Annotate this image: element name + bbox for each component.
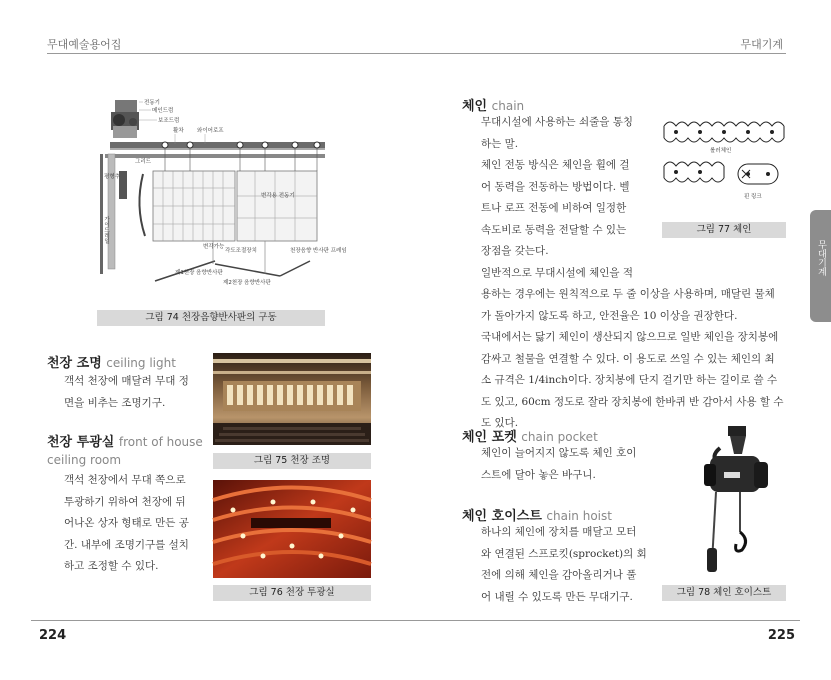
front-of-house-photo (213, 480, 371, 578)
term-english: ceiling light (106, 356, 176, 370)
svg-text:각도조절장치: 각도조절장치 (225, 248, 257, 254)
svg-text:메인드럼: 메인드럼 (152, 108, 174, 114)
definition-chain-pocket: 체인이 늘어지지 않도록 체인 호이 스트에 달아 놓은 바구니. (481, 447, 637, 481)
svg-text:가이드레일: 가이드레일 (103, 216, 109, 244)
figure-76-photo (213, 480, 371, 578)
svg-text:제1천장 음향반사판: 제1천장 음향반사판 (175, 270, 223, 276)
side-tab-label: 무대기계 (816, 240, 826, 276)
definition-chain-narrow: 무대시설에 사용하는 쇠줄을 통칭 하는 말. 체인 전동 방식은 체인을 휠에 걸 어 동력을 전동하는 방법이다. 벨 트나 로프 전동에 비하여 일정한 속도비로 동력을 전달할 수 있는 장점을 갖는다. 일반적으로 무대시설에 체인을 적 (481, 116, 634, 279)
figure-75-caption: 그림 75 천장 조명 (213, 453, 371, 469)
definition-chain-full: 용하는 경우에는 원칙적으로 두 줄 이상을 사용하며, 매달린 물체 가 돌아가지 않도록 하고, 안전율은 10 이상을 권장한다. 국내에서는 닳기 체인이 생산되지 않으므로 일반 체인을 장치봉에 감싸고 철물을 연결할 수 있다. 이 용도로 쓰일 수 있는 체인의 최 소 규격은 1/4inch이다. 장치봉에 단지 걸기만 하는 길이로 쓸 수 도 있고, 60cm 정도로 잘라 장치봉에 한바퀴 반 감아서 사용 할 수 도 있다. (481, 288, 784, 429)
svg-text:보조드럼: 보조드럼 (158, 118, 180, 124)
term-korean: 천장 투광실 (47, 435, 115, 450)
page-number-right: 225 (767, 628, 795, 643)
term-ceiling-light (47, 352, 176, 371)
term-english: front of house (118, 435, 203, 449)
definition-front-of-house: 객석 천장에서 무대 쪽으로 투광하기 위하여 천장에 뒤 어나온 상자 형태로 만든 공 간. 내부에 조명기구를 설치 하고 조정할 수 있다. (64, 474, 189, 572)
term-english: chain pocket (521, 430, 598, 444)
chain-drawing (660, 112, 786, 212)
svg-text:와이어로프: 와이어로프 (197, 128, 224, 134)
term-korean: 체인 포켓 (462, 430, 517, 445)
figure-77-caption: 그림 77 체인 (662, 222, 786, 238)
term-english: chain hoist (546, 509, 612, 523)
svg-text:변각가능: 변각가능 (203, 244, 225, 250)
svg-text:제2천장 음향반사판: 제2천장 음향반사판 (223, 280, 271, 286)
term-english-cont: ceiling room (47, 453, 122, 467)
term-korean: 천장 조명 (47, 356, 102, 371)
term-english: chain (491, 99, 525, 113)
figure-75-photo (213, 353, 371, 445)
header-rule (47, 53, 786, 54)
page-number-left: 224 (39, 628, 67, 643)
chain-hoist-photo (690, 422, 780, 577)
svg-text:변각용 전동기: 변각용 전동기 (261, 193, 295, 199)
svg-text:평형추: 평형추 (104, 174, 120, 180)
figure-76-caption: 그림 76 천장 투광실 (213, 585, 371, 601)
ceiling-light-photo (213, 353, 371, 445)
figure-74-caption: 그림 74 천장음향반사판의 구동 (97, 310, 325, 326)
svg-text:그리드: 그리드 (135, 159, 151, 165)
running-header-right: 무대기계 (740, 38, 783, 51)
diagram-label: 전동기 (144, 100, 160, 106)
figure-78-photo (690, 422, 780, 577)
running-header-left: 무대예술용어집 (47, 38, 122, 51)
svg-text:활차: 활차 (173, 128, 184, 134)
term-korean: 체인 호이스트 (462, 509, 542, 524)
svg-text:천장음향 반사판 프레임: 천장음향 반사판 프레임 (290, 248, 347, 254)
figure-78-caption: 그림 78 체인 호이스트 (662, 585, 786, 601)
figure-77-drawing (660, 112, 786, 212)
definition-ceiling-light: 객석 천장에 매달려 무대 정 면을 비추는 조명기구. (64, 375, 189, 409)
chain-label: 핀 링크 (744, 194, 762, 200)
figure-74-diagram (95, 96, 347, 301)
term-korean: 체인 (462, 99, 488, 114)
chain-label: 롤러체인 (710, 148, 732, 154)
term-front-of-house (47, 431, 203, 450)
section-side-tab (810, 210, 831, 322)
footer-rule (31, 620, 800, 621)
definition-chain-hoist: 하나의 체인에 장치를 매달고 모터 와 연결된 스프로킷(sprocket)의 회 전에 의해 체인을 감아올리거나 풀 어 내릴 수 있도록 만든 무대기구. (481, 526, 647, 603)
ceiling-reflector-drive-diagram (95, 96, 347, 301)
